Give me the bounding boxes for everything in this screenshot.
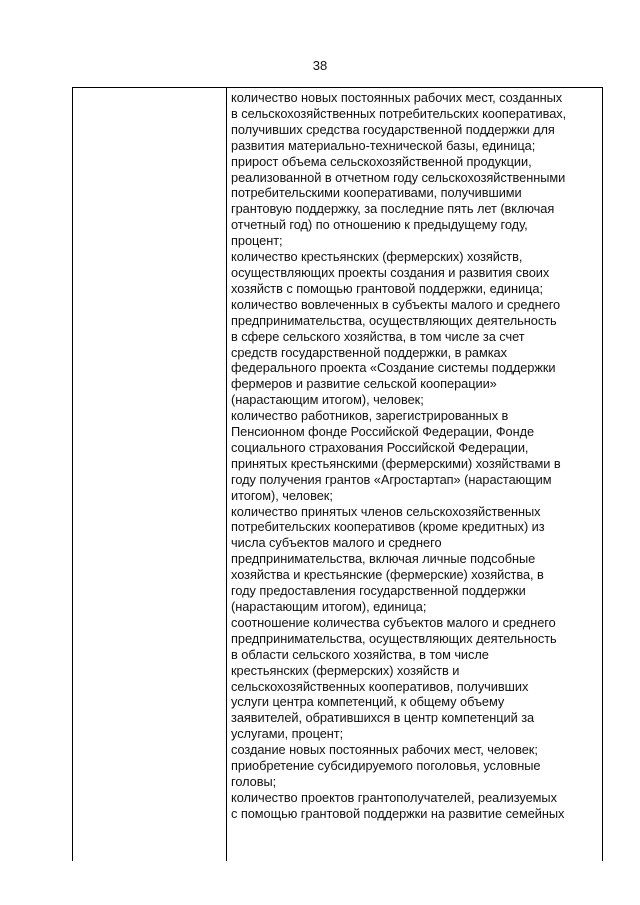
document-table: [72, 87, 603, 861]
text-line: Пенсионном фонде Российской Федерации, Фонде: [231, 424, 535, 440]
text-line: услугами, процент;: [231, 726, 344, 742]
text-line: развития материально-технической базы, единица;: [231, 137, 536, 153]
text-line: в сельскохозяйственных потребительских кооперативах,: [231, 105, 567, 121]
text-line: реализованной в отчетном году сельскохозяйственными: [231, 169, 566, 185]
text-line: количество крестьянских (фермерских) хозяйств,: [231, 249, 523, 265]
text-line: средств государственной поддержки, в рамках: [231, 344, 507, 360]
text-line: предпринимательства, осуществляющих деятельность: [231, 630, 557, 646]
text-line: сельскохозяйственных кооперативов, получивших: [231, 678, 529, 694]
text-line: прирост объема сельскохозяйственной продукции,: [231, 153, 532, 169]
text-line: предпринимательства, осуществляющих деятельность: [231, 312, 557, 328]
text-line: хозяйств с помощью грантовой поддержки, единица;: [231, 280, 543, 296]
text-line: крестьянских (фермерских) хозяйств и: [231, 662, 460, 678]
text-line: (нарастающим итогом), единица;: [231, 599, 427, 614]
text-line: количество новых постоянных рабочих мест, созданных: [231, 90, 563, 105]
text-line: количество принятых членов сельскохозяйственных: [231, 503, 541, 519]
table-right-cell: [227, 88, 602, 861]
text-line: социального страхования Российской Федерации,: [231, 439, 529, 455]
text-line: потребительских кооперативов (кроме кредитных) из: [231, 519, 545, 535]
text-line: принятых крестьянскими (фермерскими) хозяйствами в: [231, 455, 561, 471]
text-line: осуществляющих проекты создания и развития своих: [231, 264, 550, 280]
text-line: создание новых постоянных рабочих мест, человек;: [231, 742, 538, 758]
text-line: соотношение количества субъектов малого и среднего: [231, 614, 556, 630]
text-line: году получения грантов «Агростартап» (нарастающим: [231, 471, 552, 487]
text-line: числа субъектов малого и среднего: [231, 535, 442, 551]
page-number: 38: [312, 58, 328, 73]
text-line: услуги центра компетенций, к общему объему: [231, 694, 505, 710]
text-line: предпринимательства, включая личные подсобные: [231, 551, 536, 567]
text-line: заявителей, обратившихся в центр компетенций за: [231, 710, 535, 726]
text-line: федерального проекта «Создание системы поддержки: [231, 360, 556, 376]
text-line: отчетный год) по отношению к предыдущему году,: [231, 217, 528, 233]
text-line: грантовую поддержку, за последние пять лет (включая: [231, 201, 555, 217]
text-line: приобретение субсидируемого поголовья, условные: [231, 758, 541, 774]
text-line: с помощью грантовой поддержки на развитие семейных: [231, 805, 565, 821]
text-line: процент;: [231, 233, 283, 249]
text-line: головы;: [231, 773, 277, 789]
text-line: итогом), человек;: [231, 487, 333, 503]
table-left-cell: [73, 88, 227, 861]
text-line: (нарастающим итогом), человек;: [231, 392, 424, 408]
text-line: в сфере сельского хозяйства, в том числе за счет: [231, 328, 525, 344]
text-line: получивших средства государственной поддержки для: [231, 121, 555, 137]
text-line: в области сельского хозяйства, в том числе: [231, 646, 489, 662]
text-line: количество работников, зарегистрированных в: [231, 408, 509, 424]
text-line: фермеров и развитие сельской кооперации»: [231, 376, 497, 392]
text-line: количество проектов грантополучателей, реализуемых: [231, 789, 557, 805]
text-line: потребительскими кооперативами, получившими: [231, 185, 522, 201]
text-line: хозяйства и крестьянские (фермерские) хозяйства, в: [231, 567, 544, 583]
text-line: году предоставления государственной поддержки: [231, 583, 526, 599]
text-line: количество вовлеченных в субъекты малого и среднего: [231, 296, 561, 312]
